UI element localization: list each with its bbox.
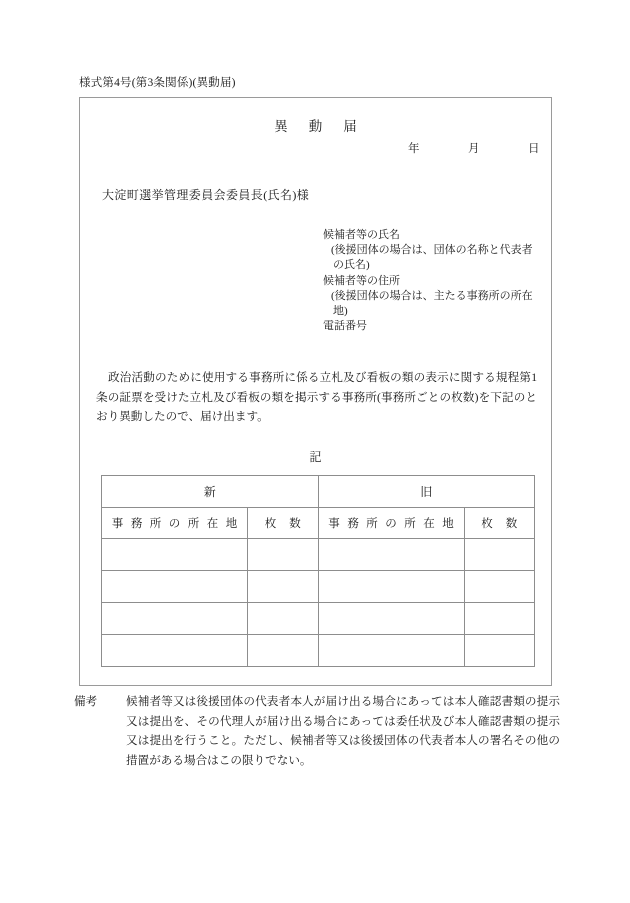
cell-old-location[interactable] — [318, 539, 464, 571]
date-month-label: 月 — [468, 143, 480, 155]
cell-new-count[interactable] — [248, 571, 319, 603]
table-row — [102, 603, 535, 635]
ki-marker: 記 — [309, 450, 322, 464]
applicant-info-block — [323, 228, 538, 334]
body-paragraph: 政治活動のために使用する事務所に係る立札及び看板の類の表示に関する規程第1条の証票を受けた立札及び看板の類を掲示する事務所(事務所ごとの枚数)を下記のとおり異動したので、届け出ます。 — [96, 371, 537, 423]
cell-old-location[interactable] — [318, 571, 464, 603]
table-group-header-row — [102, 476, 535, 508]
cell-new-count[interactable] — [248, 539, 319, 571]
remarks-label: 備考 — [74, 695, 98, 708]
document-title: 異動届 — [274, 119, 378, 134]
form-number-caption: 様式第4号(第3条関係)(異動届) — [79, 77, 236, 89]
cell-old-location[interactable] — [318, 635, 464, 667]
cell-new-count[interactable] — [248, 635, 319, 667]
cell-new-location[interactable] — [102, 603, 248, 635]
cell-new-location[interactable] — [102, 539, 248, 571]
remarks-section — [74, 692, 560, 770]
cell-old-count[interactable] — [464, 571, 535, 603]
remarks-text: 候補者等又は後援団体の代表者本人が届け出る場合にあっては本人確認書類の提示又は提出を、その代理人が届け出る場合にあっては委任状及び本人確認書類の提示又は提出を行うこと。ただし、候補者等又は後援団体の代表者本人の署名その他の措置がある場合はこの限りでない。 — [126, 695, 560, 767]
office-change-table — [101, 475, 535, 667]
applicant-field-address-note: (後援団体の場合は、主たる事務所の所在地) — [331, 289, 533, 318]
table-group-header-new: 新 — [102, 476, 319, 508]
applicant-field-phone-label: 電話番号 — [323, 320, 367, 333]
table-group-header-old: 旧 — [318, 476, 535, 508]
addressee-line: 大淀町選挙管理委員会委員長(氏名)様 — [102, 188, 310, 202]
date-year-label: 年 — [408, 143, 420, 155]
date-day-label: 日 — [528, 143, 540, 155]
cell-old-count[interactable] — [464, 603, 535, 635]
applicant-field-name-label: 候補者等の氏名 — [323, 229, 400, 241]
applicant-field-address-label: 候補者等の住所 — [323, 274, 400, 287]
applicant-field-name-note: (後援団体の場合は、団体の名称と代表者の氏名) — [331, 244, 533, 272]
cell-old-count[interactable] — [464, 539, 535, 571]
cell-old-count[interactable] — [464, 635, 535, 667]
table-header-new-location: 事務所の所在地 — [102, 508, 248, 539]
table-row — [102, 635, 535, 667]
table-column-header-row — [102, 508, 535, 539]
table-row — [102, 539, 535, 571]
cell-old-location[interactable] — [318, 603, 464, 635]
form-outer-frame — [79, 97, 552, 686]
cell-new-location[interactable] — [102, 571, 248, 603]
table-header-new-count: 枚数 — [248, 508, 319, 539]
table-header-old-count: 枚数 — [464, 508, 535, 539]
table-row — [102, 571, 535, 603]
table-header-old-location: 事務所の所在地 — [318, 508, 464, 539]
cell-new-count[interactable] — [248, 603, 319, 635]
cell-new-location[interactable] — [102, 635, 248, 667]
